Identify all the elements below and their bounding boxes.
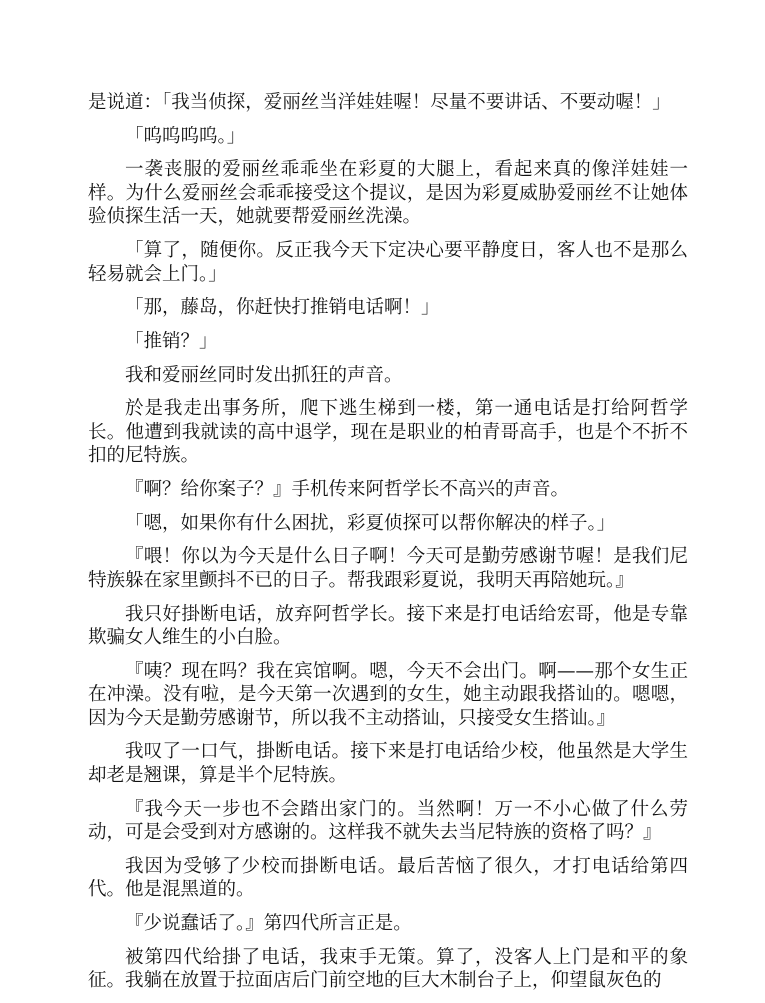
paragraph-18: 被第四代给掛了电话，我束手无策。算了，没客人上门是和平的象征。我躺在放置于拉面店后门前空地的巨大木制台子上，仰望鼠灰色的 xyxy=(88,946,688,992)
paragraph-13: 『咦？现在吗？我在宾馆啊。嗯，今天不会出门。啊——那个女生正在冲澡。没有啦，是今天第一次遇到的女生，她主动跟我搭讪的。嗯嗯，因为今天是勤劳感谢节，所以我不主动搭讪，只接受女生搭讪。』 xyxy=(88,660,688,729)
paragraph-6: 「推销？」 xyxy=(125,330,218,352)
paragraph-5: 「那，藤岛，你赶快打推销电话啊！」 xyxy=(125,297,440,319)
paragraph-1: 是说道：「我当侦探，爱丽丝当洋娃娃喔！尽量不要讲话、不要动喔！」 xyxy=(88,92,671,113)
document-page xyxy=(88,91,688,1003)
paragraph-7: 我和爱丽丝同时发出抓狂的声音。 xyxy=(125,364,403,386)
paragraph-3: 一袭丧服的爱丽丝乖乖坐在彩夏的大腿上，看起来真的像洋娃娃一样。为什么爱丽丝会乖乖接受这个提议，是因为彩夏威胁爱丽丝不让她体验侦探生活一天，她就要帮爱丽丝洗澡。 xyxy=(88,159,688,228)
paragraph-14: 我叹了一口气，掛断电话。接下来是打电话给少校，他虽然是大学生却老是翘课，算是半个尼特族。 xyxy=(88,741,688,786)
paragraph-9: 『啊？给你案子？』手机传来阿哲学长不高兴的声音。 xyxy=(125,479,570,500)
paragraph-10: 「嗯，如果你有什么困扰，彩夏侦探可以帮你解决的样子。」 xyxy=(125,512,616,534)
paragraph-15: 『我今天一步也不会踏出家门的。当然啊！万一不小心做了什么劳动，可是会受到对方感谢的。这样我不就失去当尼特族的资格了吗？』 xyxy=(88,798,688,844)
paragraph-8: 於是我走出事务所，爬下逃生梯到一楼，第一通电话是打给阿哲学长。他遭到我就读的高中退学，现在是职业的柏青哥高手，也是个不折不扣的尼特族。 xyxy=(88,398,688,467)
paragraph-17: 『少说蠢话了。』第四代所言正是。 xyxy=(125,913,412,934)
paragraph-11: 『喂！你以为今天是什么日子啊！今天可是勤劳感谢节喔！是我们尼特族躲在家里颤抖不已的日子。帮我跟彩夏说，我明天再陪她玩。』 xyxy=(88,546,688,591)
paragraph-4: 「算了，随便你。反正我今天下定决心要平静度日，客人也不是那么轻易就会上门。」 xyxy=(88,240,688,285)
paragraph-12: 我只好掛断电话，放弃阿哲学长。接下来是打电话给宏哥，他是专靠欺骗女人维生的小白脸。 xyxy=(88,603,688,649)
paragraph-16: 我因为受够了少校而掛断电话。最后苦恼了很久，才打电话给第四代。他是混黑道的。 xyxy=(88,855,688,901)
paragraph-2: 「呜呜呜呜。」 xyxy=(125,125,246,147)
